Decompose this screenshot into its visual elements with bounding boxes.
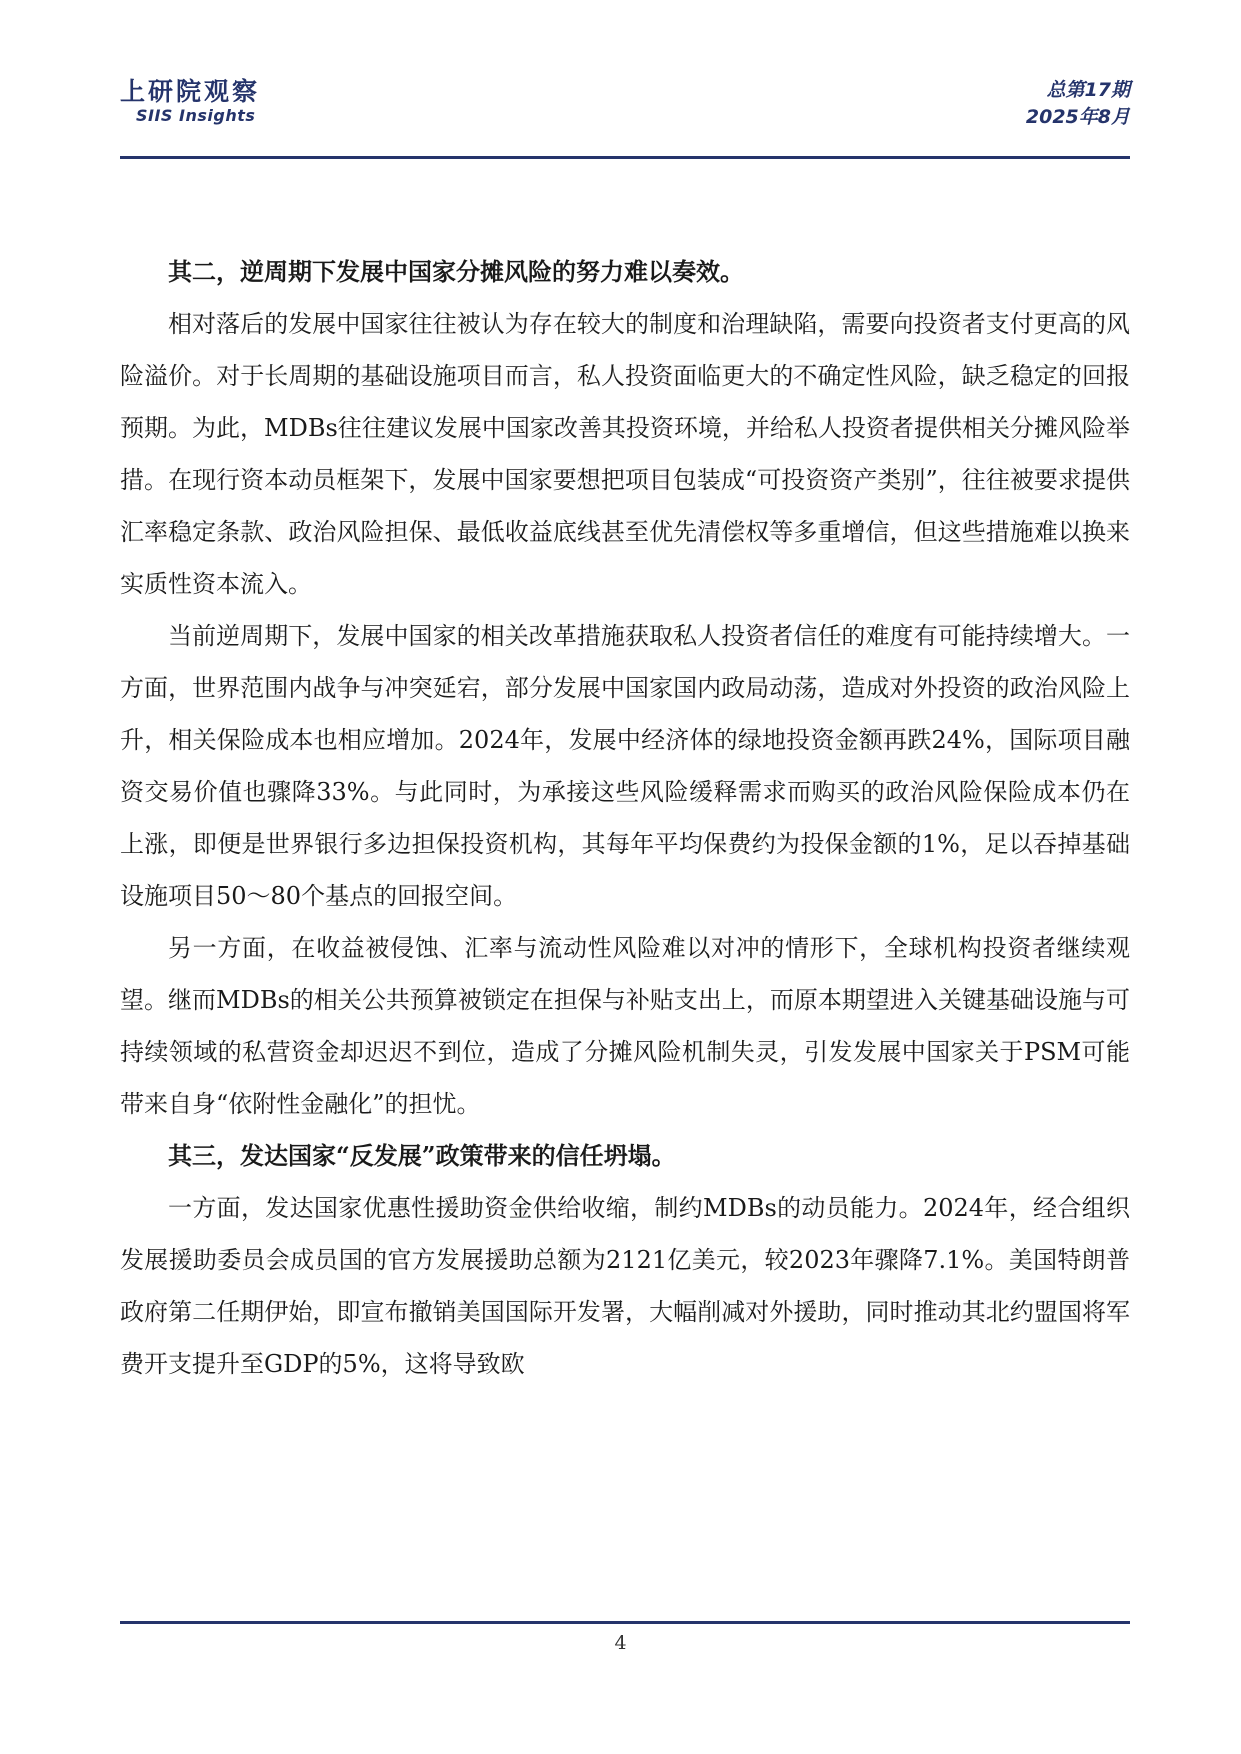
body-paragraph: 当前逆周期下，发展中国家的相关改革措施获取私人投资者信任的难度有可能持续增大。一方面，世界范围内战争与冲突延宕，部分发展中国家国内政局动荡，造成对外投资的政治风险上升，相关保险成本也相应增加。2024年，发展中经济体的绿地投资金额再跌24%，国际项目融资交易价值也骤降33%。与此同时，为承接这些风险缓释需求而购买的政治风险保险成本仍在上涨，即便是世界银行多边担保投资机构，其每年平均保费约为投保金额的1%，足以吞掉基础设施项目50～80个基点的回报空间。	[120, 622, 1130, 910]
issue-number: 总第17期	[1046, 79, 1130, 101]
page-number: 4	[614, 1632, 627, 1654]
footer-divider	[120, 1621, 1130, 1624]
issue-date: 2025年8月	[1025, 106, 1130, 128]
article-body	[120, 246, 1130, 1390]
body-paragraph: 一方面，发达国家优惠性援助资金供给收缩，制约MDBs的动员能力。2024年，经合组织发展援助委员会成员国的官方发展援助总额为2121亿美元，较2023年骤降7.1%。美国特朗普政府第二任期伊始，即宣布撤销美国国际开发署，大幅削减对外援助，同时推动其北约盟国将军费开支提升至GDP的5%，这将导致欧	[120, 1194, 1130, 1378]
header-divider	[120, 156, 1130, 159]
page-header	[120, 72, 1130, 154]
section-heading-3: 其三，发达国家“反发展”政策带来的信任坍塌。	[168, 1141, 676, 1170]
body-paragraph: 另一方面，在收益被侵蚀、汇率与流动性风险难以对冲的情形下，全球机构投资者继续观望。继而MDBs的相关公共预算被锁定在担保与补贴支出上，而原本期望进入关键基础设施与可持续领域的私营资金却迟迟不到位，造成了分摊风险机制失灵，引发发展中国家关于PSM可能带来自身“依附性金融化”的担忧。	[120, 934, 1130, 1118]
body-paragraph: 相对落后的发展中国家往往被认为存在较大的制度和治理缺陷，需要向投资者支付更高的风险溢价。对于长周期的基础设施项目而言，私人投资面临更大的不确定性风险，缺乏稳定的回报预期。为此，MDBs往往建议发展中国家改善其投资环境，并给私人投资者提供相关分摊风险举措。在现行资本动员框架下，发展中国家要想把项目包装成“可投资资产类别”，往往被要求提供汇率稳定条款、政治风险担保、最低收益底线甚至优先清偿权等多重增信，但这些措施难以换来实质性资本流入。	[120, 310, 1130, 598]
section-heading-2: 其二，逆周期下发展中国家分摊风险的努力难以奏效。	[168, 257, 744, 286]
brand-logo-cn: 上研院观察	[120, 77, 261, 106]
brand-logo-en: SIIS Insights	[136, 106, 256, 125]
